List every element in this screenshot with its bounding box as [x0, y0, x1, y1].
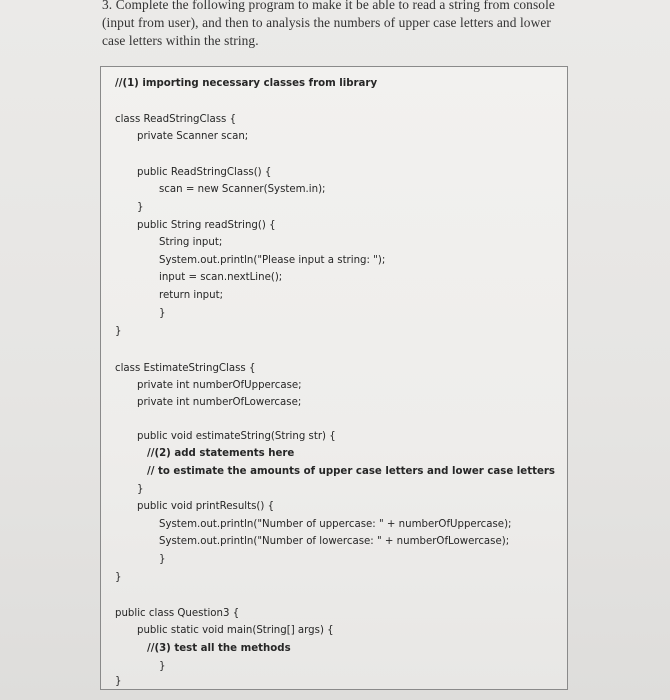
code-line-class-estimate: class EstimateStringClass { [115, 363, 256, 374]
code-line-estimate-comment: // to estimate the amounts of upper case letters and lower case letters [147, 466, 555, 477]
code-line-constructor: public ReadStringClass() { [137, 167, 272, 178]
code-line-question3-close: } [115, 676, 122, 687]
code-line-print-uppercase: System.out.println("Number of uppercase: " + numberOfUppercase); [159, 519, 512, 530]
code-line-constructor-close: } [137, 202, 144, 213]
question-text: 3. Complete the following program to make it be able to read a string from console (input from user), and then to analysis the numbers of upper case letters and lower case letters within the string. [102, 0, 555, 48]
code-line-nextline: input = scan.nextLine(); [159, 272, 283, 283]
code-line-main-close: } [159, 661, 166, 672]
code-line-field-lowercase: private int numberOfLowercase; [137, 397, 302, 408]
code-line-import-comment: //(1) importing necessary classes from library [115, 78, 378, 89]
code-line-printresults-close: } [159, 554, 166, 565]
code-line-method-close: } [159, 308, 166, 319]
code-line-print-lowercase: System.out.println("Number of lowercase: " + numberOfLowercase); [159, 536, 510, 547]
code-line-class-question3: public class Question3 { [115, 608, 240, 619]
code-line-readstring-method: public String readString() { [137, 220, 276, 231]
code-line-main-method: public static void main(String[] args) { [137, 625, 334, 636]
code-box [100, 66, 568, 690]
code-line-return-input: return input; [159, 290, 224, 301]
code-line-estimate-class-close: } [115, 572, 122, 583]
code-line-estimatestring-method: public void estimateString(String str) { [137, 431, 336, 442]
code-line-estimate-close: } [137, 484, 144, 495]
code-line-println-prompt: System.out.println("Please input a string: "); [159, 255, 386, 266]
code-line-printresults-method: public void printResults() { [137, 501, 275, 512]
code-line-add-statements-comment: //(2) add statements here [147, 448, 295, 459]
code-line-class-close: } [115, 326, 122, 337]
code-line-scan-assign: scan = new Scanner(System.in); [159, 184, 326, 195]
code-line-private-scanner: private Scanner scan; [137, 131, 249, 142]
code-line-field-uppercase: private int numberOfUppercase; [137, 380, 302, 391]
code-line-test-comment: //(3) test all the methods [147, 643, 291, 654]
code-line-string-input: String input; [159, 237, 223, 248]
code-line-class-readstring: class ReadStringClass { [115, 114, 237, 125]
